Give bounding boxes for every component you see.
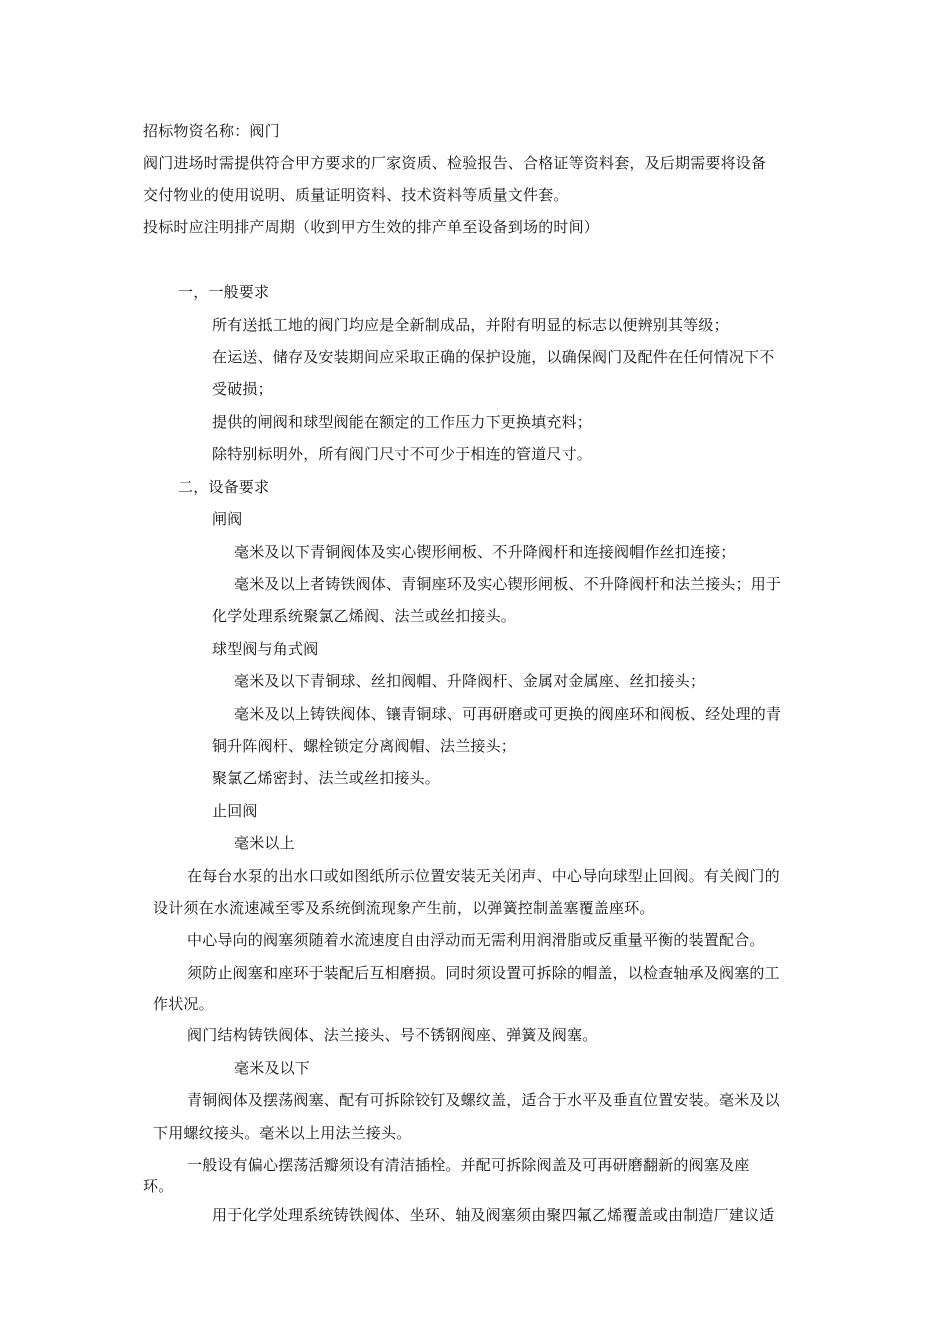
subsection-heading: 闸阀 xyxy=(212,510,243,528)
paragraph-line: 须防止阀塞和座环于装配后互相磨损。同时须设置可拆除的帽盖，以检查轴承及阀塞的工 xyxy=(187,964,780,982)
paragraph-line: 青铜阀体及摆荡阀塞、配有可拆除铰钉及螺纹盖，适合于水平及垂直位置安装。毫米及以 xyxy=(187,1091,780,1109)
paragraph-line: 阀门结构铸铁阀体、法兰接头、号不锈钢阀座、弹簧及阀塞。 xyxy=(187,1026,598,1044)
paragraph-line: 设计须在水流速减至零及系统倒流现象产生前，以弹簧控制盖塞覆盖座环。 xyxy=(153,899,655,917)
section-title: 二，设备要求 xyxy=(178,478,270,496)
section-title: 一，一般要求 xyxy=(178,283,270,301)
requirement-line: 阀门进场时需提供符合甲方要求的厂家资质、检验报告、合格证等资料套，及后期需要将设备 xyxy=(143,154,767,172)
paragraph-line: 下用螺纹接头。毫米以上用法兰接头。 xyxy=(153,1124,412,1142)
paragraph-line: 用于化学处理系统铸铁阀体、坐环、轴及阀塞须由聚四氟乙烯覆盖或由制造厂建议适 xyxy=(212,1206,775,1224)
paragraph-line: 受破损； xyxy=(212,380,273,398)
paragraph-line: 聚氯乙烯密封、法兰或丝扣接头。 xyxy=(212,769,441,787)
paragraph-line: 一般设有偏心摆荡活瓣须设有清洁插栓。并配可拆除阀盖及可再研磨翻新的阀塞及座 xyxy=(187,1156,750,1174)
paragraph-line: 铜升阵阀杆、螺栓锁定分离阀帽、法兰接头； xyxy=(212,737,517,755)
subsection-heading: 止回阀 xyxy=(212,802,258,820)
paragraph-line: 所有送抵工地的阀门均应是全新制成品，并附有明显的标志以便辨别其等级； xyxy=(212,316,729,334)
subsection-heading: 球型阀与角式阀 xyxy=(212,640,319,658)
material-name: 招标物资名称：阀门 xyxy=(143,122,280,140)
paragraph-line: 除特别标明外，所有阀门尺寸不可少于相连的管道尺寸。 xyxy=(212,445,593,463)
paragraph-line: 化学处理系统聚氯乙烯阀、法兰或丝扣接头。 xyxy=(212,607,517,625)
paragraph-line: 环。 xyxy=(143,1177,174,1195)
paragraph-line: 在运送、储存及安装期间应采取正确的保护设施，以确保阀门及配件在任何情况下不 xyxy=(212,348,775,366)
paragraph-line: 在每台水泵的出水口或如图纸所示位置安装无关闭声、中心导向球型止回阀。有关阀门的 xyxy=(187,867,780,885)
requirement-line: 交付物业的使用说明、质量证明资料、技术资料等质量文件套。 xyxy=(143,186,569,204)
sub-heading: 毫米以上 xyxy=(234,834,295,852)
sub-heading: 毫米及以下 xyxy=(234,1059,311,1077)
paragraph-line: 毫米及以下青铜阀体及实心锲形闸板、不升降阀杆和连接阀帽作丝扣连接； xyxy=(234,543,736,561)
paragraph-line: 中心导向的阀塞须随着水流速度自由浮动而无需利用润滑脂或反重量平衡的装置配合。 xyxy=(187,931,765,949)
paragraph-line: 毫米及以上者铸铁阀体、青铜座环及实心锲形闸板、不升降阀杆和法兰接头；用于 xyxy=(234,575,782,593)
paragraph-line: 作状况。 xyxy=(153,995,214,1013)
bid-note: 投标时应注明排产周期（收到甲方生效的排产单至设备到场的时间） xyxy=(143,218,600,236)
paragraph-line: 毫米及以下青铜球、丝扣阀帽、升降阀杆、金属对金属座、丝扣接头； xyxy=(234,672,706,690)
paragraph-line: 提供的闸阀和球型阀能在额定的工作压力下更换填充料； xyxy=(212,413,593,431)
paragraph-line: 毫米及以上铸铁阀体、镶青铜球、可再研磨或可更换的阀座环和阀板、经处理的青 xyxy=(234,705,782,723)
